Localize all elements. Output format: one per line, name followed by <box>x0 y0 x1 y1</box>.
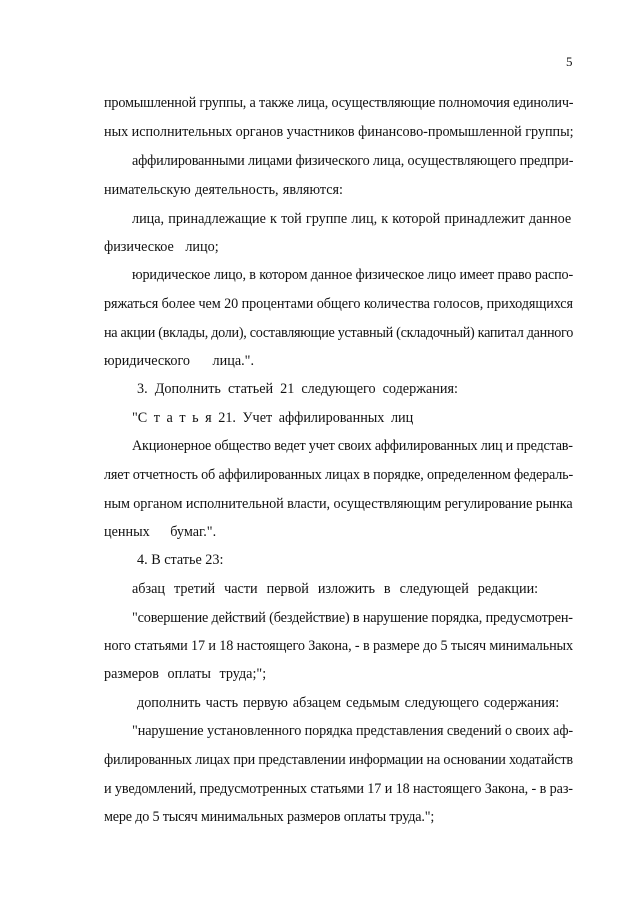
text-line: мере до 5 тысяч минимальных размеров оплаты труда."; <box>104 809 435 825</box>
text-line: на акции (вклады, доли), составляющие уставный (складочный) капитал данного <box>104 325 574 341</box>
text-line: филированных лицах при представлении информации на основании ходатайств <box>104 752 573 768</box>
text-line: "нарушение установленного порядка представления сведений о своих аф- <box>132 723 574 739</box>
text-line: нимательскую деятельность, являются: <box>104 182 343 198</box>
text-line: дополнить часть первую абзацем седьмым следующего содержания: <box>137 695 560 711</box>
text-line: ценных бумаг.". <box>104 524 217 540</box>
text-line: ным органом исполнительной власти, осуществляющим регулирование рынка <box>104 496 573 512</box>
text-line: ного статьями 17 и 18 настоящего Закона, - в размере до 5 тысяч минимальных <box>104 638 573 654</box>
section-heading: 4. В статье 23: <box>137 552 224 568</box>
text-line: юридическое лицо, в котором данное физическое лицо имеет право распо- <box>132 267 574 283</box>
text-line: и уведомлений, предусмотренных статьями 17 и 18 настоящего Закона, - в раз- <box>104 781 573 797</box>
text-line: абзац третий части первой изложить в следующей редакции: <box>132 581 539 597</box>
text-line: физическое лицо; <box>104 239 219 255</box>
text-line: ных исполнительных органов участников финансово-промышленной группы; <box>104 124 574 140</box>
text-line: промышленной группы, а также лица, осуществляющие полномочия единолич- <box>104 95 574 111</box>
text-line: ряжаться более чем 20 процентами общего количества голосов, приходящихся <box>104 296 573 312</box>
section-heading: 3. Дополнить статьей 21 следующего содержания: <box>137 381 458 397</box>
text-line: юридического лица.". <box>104 353 254 369</box>
text-line: "совершение действий (бездействие) в нарушение порядка, предусмотрен- <box>132 610 573 626</box>
article-heading: "С т а т ь я 21. Учет аффилированных лиц <box>132 410 414 426</box>
text-line: Акционерное общество ведет учет своих аффилированных лиц и представ- <box>132 438 573 454</box>
text-line: ляет отчетность об аффилированных лицах в порядке, определенном федераль- <box>104 467 574 483</box>
text-line: размеров оплаты труда;"; <box>104 666 267 682</box>
text-line: лица, принадлежащие к той группе лиц, к которой принадлежит данное <box>132 211 572 227</box>
page-number: 5 <box>566 54 573 69</box>
text-line: аффилированными лицами физического лица, осуществляющего предпри- <box>132 153 574 169</box>
